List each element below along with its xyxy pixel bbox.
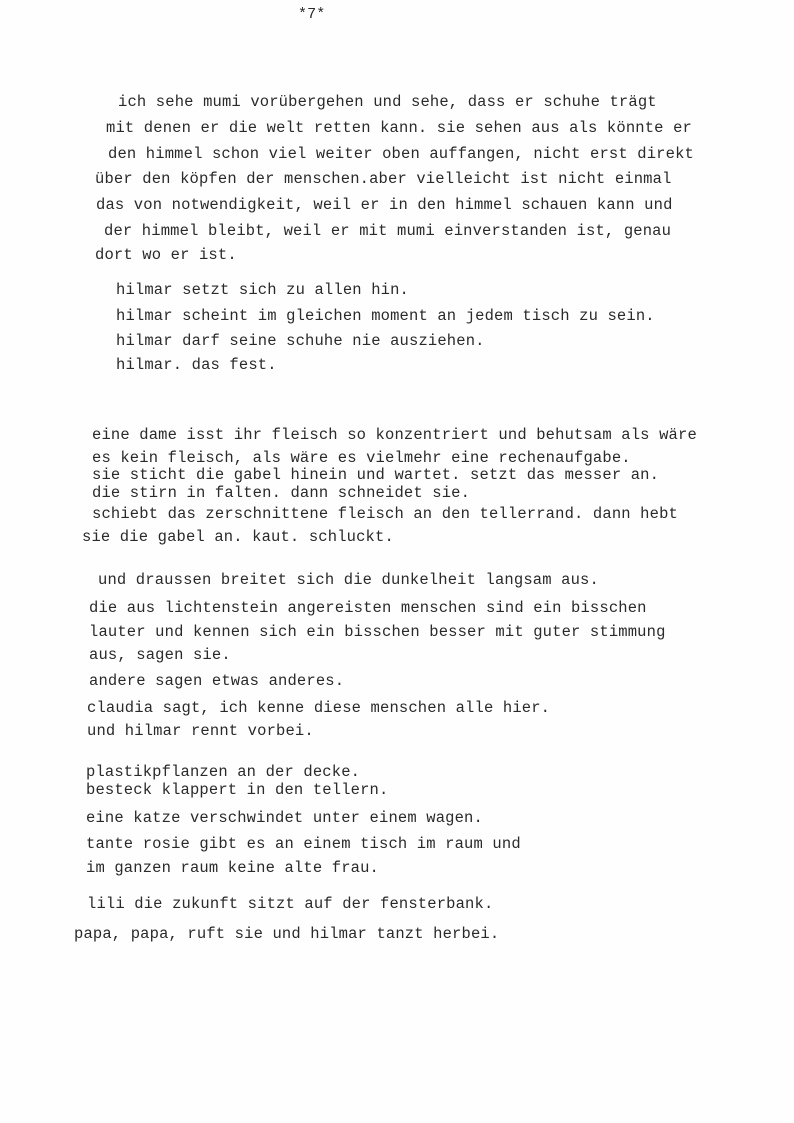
text-line: besteck klappert in den tellern. [86,781,389,799]
text-line: papa, papa, ruft sie und hilmar tanzt herbei. [74,925,500,943]
text-line: schiebt das zerschnittene fleisch an den tellerrand. dann hebt [92,505,678,523]
text-line: lauter und kennen sich ein bisschen besser mit guter stimmung [89,623,666,641]
text-line: die stirn in falten. dann schneidet sie. [92,484,471,502]
text-line: und hilmar rennt vorbei. [87,722,314,740]
text-line: lili die zukunft sitzt auf der fensterbank. [87,895,494,913]
page-number: *7* [298,6,326,23]
text-line: aus, sagen sie. [89,646,231,664]
text-line: hilmar darf seine schuhe nie ausziehen. [116,332,485,350]
text-line: im ganzen raum keine alte frau. [86,859,379,877]
text-line: andere sagen etwas anderes. [89,672,345,690]
text-line: und draussen breitet sich die dunkelheit langsam aus. [98,571,599,589]
text-line: dort wo er ist. [95,246,237,264]
text-line: ich sehe mumi vorübergehen und sehe, dass er schuhe trägt [118,93,657,111]
text-line: claudia sagt, ich kenne diese menschen alle hier. [87,699,551,717]
text-line: den himmel schon viel weiter oben auffangen, nicht erst direkt [108,145,694,163]
text-line: über den köpfen der menschen.aber vielleicht ist nicht einmal [95,170,672,188]
text-line: das von notwendigkeit, weil er in den himmel schauen kann und [96,196,673,214]
text-line: eine katze verschwindet unter einem wagen. [86,809,483,827]
text-line: sie sticht die gabel hinein und wartet. setzt das messer an. [92,466,660,484]
text-line: plastikpflanzen an der decke. [86,763,361,781]
text-line: mit denen er die welt retten kann. sie sehen aus als könnte er [106,119,692,137]
text-line: eine dame isst ihr fleisch so konzentriert und behutsam als wäre [92,426,697,444]
text-line: hilmar setzt sich zu allen hin. [116,281,409,299]
text-line: es kein fleisch, als wäre es vielmehr eine rechenaufgabe. [92,449,631,467]
text-line: hilmar. das fest. [116,356,277,374]
text-line: hilmar scheint im gleichen moment an jedem tisch zu sein. [116,307,655,325]
text-line: die aus lichtenstein angereisten menschen sind ein bisschen [89,599,647,617]
text-line: sie die gabel an. kaut. schluckt. [82,528,394,546]
text-line: tante rosie gibt es an einem tisch im raum und [86,835,521,853]
text-line: der himmel bleibt, weil er mit mumi einverstanden ist, genau [104,222,672,240]
